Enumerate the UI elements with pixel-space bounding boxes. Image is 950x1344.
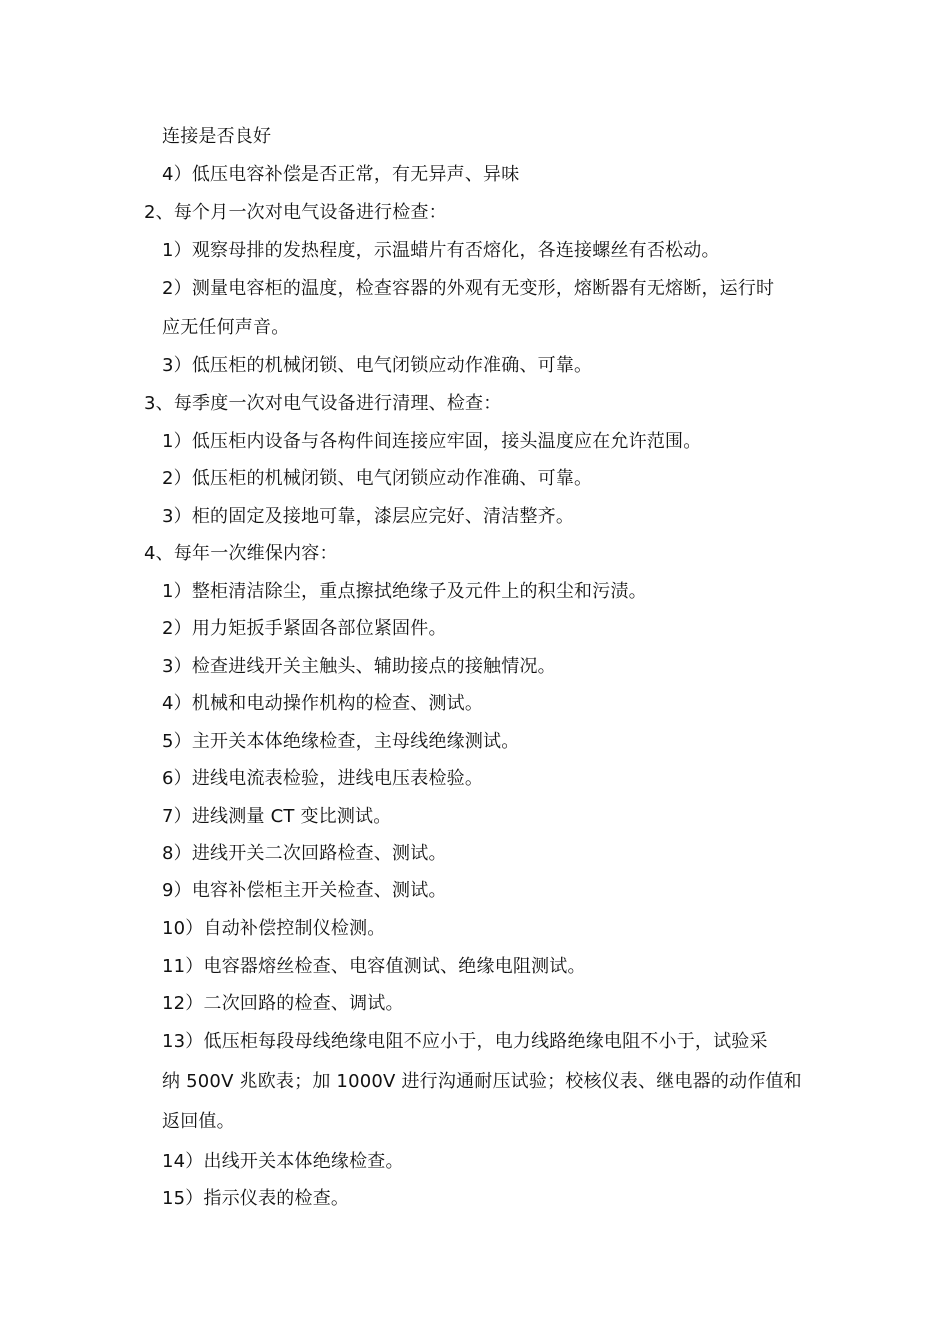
list-item: 3）低压柜的机械闭锁、电气闭锁应动作准确、可靠。 xyxy=(162,355,593,376)
list-item: 15）指示仪表的检查。 xyxy=(162,1188,350,1209)
list-item: 5）主开关本体绝缘检查，主母线绝缘测试。 xyxy=(162,731,520,752)
list-item: 8）进线开关二次回路检查、测试。 xyxy=(162,843,447,864)
section-heading: 2、每个月一次对电气设备进行检查： xyxy=(144,202,447,223)
list-item: 10）自动补偿控制仪检测。 xyxy=(162,918,386,939)
list-item: 2）测量电容柜的温度，检查容器的外观有无变形，熔断器有无熔断，运行时 xyxy=(162,278,775,299)
text-line: 应无任何声音。 xyxy=(162,317,290,338)
list-item: 14）出线开关本体绝缘检查。 xyxy=(162,1151,404,1172)
text-line: 返回值。 xyxy=(162,1111,235,1132)
list-item: 6）进线电流表检验，进线电压表检验。 xyxy=(162,768,484,789)
list-item: 2）低压柜的机械闭锁、电气闭锁应动作准确、可靠。 xyxy=(162,468,593,489)
text-line: 纳 500V 兆欧表；加 1000V 进行沟通耐压试验；校核仪表、继电器的动作值和 xyxy=(162,1071,802,1092)
list-item: 9）电容补偿柜主开关检查、测试。 xyxy=(162,880,447,901)
list-item: 11）电容器熔丝检查、电容值测试、绝缘电阻测试。 xyxy=(162,956,586,977)
list-item: 13）低压柜每段母线绝缘电阻不应小于，电力线路绝缘电阻不小于，试验采 xyxy=(162,1031,768,1052)
list-item: 12）二次回路的检查、调试。 xyxy=(162,993,404,1014)
list-item: 1）整柜清洁除尘，重点擦拭绝缘子及元件上的积尘和污渍。 xyxy=(162,581,647,602)
list-item: 3）柜的固定及接地可靠，漆层应完好、清洁整齐。 xyxy=(162,506,575,527)
list-item: 1）观察母排的发热程度，示温蜡片有否熔化，各连接螺丝有否松动。 xyxy=(162,240,720,261)
list-item: 3）检查进线开关主触头、辅助接点的接触情况。 xyxy=(162,656,556,677)
section-heading: 4、每年一次维保内容： xyxy=(144,543,338,564)
list-item: 7）进线测量 CT 变比测试。 xyxy=(162,806,392,827)
section-heading: 3、每季度一次对电气设备进行清理、检查： xyxy=(144,393,502,414)
list-item: 4）低压电容补偿是否正常，有无异声、异味 xyxy=(162,164,520,185)
list-item: 2）用力矩扳手紧固各部位紧固件。 xyxy=(162,618,447,639)
text-line: 连接是否良好 xyxy=(162,126,272,147)
list-item: 1）低压柜内设备与各构件间连接应牢固，接头温度应在允许范围。 xyxy=(162,431,702,452)
list-item: 4）机械和电动操作机构的检查、测试。 xyxy=(162,693,484,714)
